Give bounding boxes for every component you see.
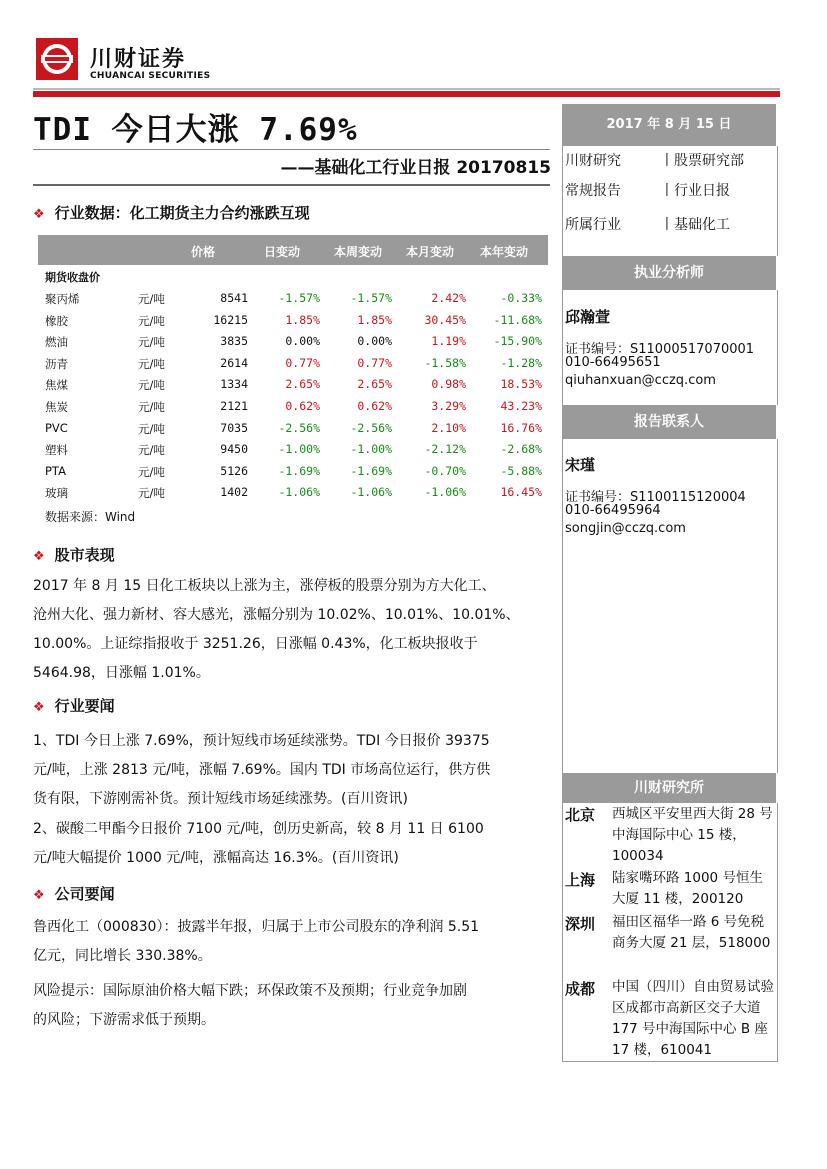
section-heading-industry-data [33,202,310,223]
section-heading-text: 行业数据：化工期货主力合约涨跌互现 [54,204,310,222]
text-line: 鲁西化工（000830）：披露半年报，归属于上市公司股东的净利润 5.51 [33,919,480,935]
table-cell-year: 16.76% [500,420,542,435]
table-cell-year: 16.45% [500,485,542,500]
table-cell-week: -1.57% [350,291,392,305]
table-cell-price: 2614 [220,355,248,370]
info-key: 川财研究 [565,153,621,169]
analyst-band: 执业分析师 [562,256,776,290]
table-cell-week: 0.77% [357,355,392,370]
table-cell-month: -1.06% [424,485,466,500]
header-accent-bar [33,91,780,97]
table-cell-name: 沥青 [45,356,68,371]
info-value: 丨基础化工 [660,217,730,233]
table-cell-year: 18.53% [500,377,542,392]
info-row [565,150,744,170]
table-row [38,418,548,439]
report-date-band: 2017 年 8 月 15 日 [562,104,776,146]
chuancai-logo-icon [36,38,78,80]
diamond-bullet-icon: ❖ [33,207,45,222]
table-cell-day: -1.57% [278,291,320,305]
table-row [38,310,548,331]
text-line: 的风险；下游需求低于预期。 [33,1012,215,1028]
text-line: 货有限，下游刚需补货。预计短线市场延续涨势。(百川资讯) [33,791,408,807]
column-header: 日变动 [264,245,301,259]
industry-news-paragraph-1 [33,727,551,814]
table-cell-price: 3835 [220,334,248,349]
analyst-email[interactable]: qiuhanxuan@cczq.com [565,373,716,388]
text-line: 沧州大化、强力新材、容大感光，涨幅分别为 10.02%、10.01%、10.01%、 [33,607,520,623]
table-cell-unit: 元/吨 [138,378,165,393]
table-cell-day: -2.56% [278,420,320,435]
analyst-cert: 证书编号：S11000517070001 [565,342,755,357]
table-cell-price: 8541 [220,291,248,305]
table-cell-unit: 元/吨 [138,400,165,414]
table-source: 数据来源：Wind [45,510,136,524]
table-row [38,288,548,309]
table-cell-price: 7035 [220,420,248,435]
industry-news-paragraph-2 [33,815,551,873]
table-cell-week: 2.65% [357,377,392,392]
text-line: 2017 年 8 月 15 日化工板块以上涨为主，涨停板的股票分别为方大化工、 [33,578,496,594]
column-header: 本周变动 [334,245,383,259]
text-line: 元/吨，上涨 2813 元/吨，涨幅 7.69%。国内 TDI 市场高位运行，供方供 [33,762,491,778]
table-row [38,353,548,374]
brand-name: 川财证券 [90,47,187,72]
info-value: 丨股票研究部 [660,153,744,169]
text-line: 10.00%。上证综指报收于 3251.26，日涨幅 0.43%，化工板块报收于 [33,636,478,652]
table-cell-unit: 元/吨 [138,356,165,371]
column-header: 本年变动 [480,245,529,259]
title-divider [33,149,550,150]
table-cell-name: 焦煤 [45,378,68,393]
office-city: 上海 [565,871,596,889]
text-line: 1、TDI 今日上涨 7.69%，预计短线市场延续涨势。TDI 今日报价 39375 [33,733,490,749]
table-cell-day: 0.00% [285,334,320,349]
section-heading-industry-news [33,695,115,716]
table-cell-month: 2.42% [431,291,466,305]
table-cell-week: 1.85% [357,312,392,327]
contact-email[interactable]: songjin@cczq.com [565,521,686,536]
office-address: 西城区平安里西大街 28 号中海国际中心 15 楼，100034 [612,806,773,864]
column-header: 本月变动 [406,245,455,259]
table-cell-month: -1.58% [424,355,466,370]
table-cell-year: 43.23% [500,399,542,413]
section-heading-market [33,544,115,565]
table-cell-week: -1.00% [350,442,392,457]
report-subtitle: ——基础化工行业日报 20170815 [280,158,551,178]
table-cell-price: 1402 [220,485,248,500]
table-cell-unit: 元/吨 [138,421,165,436]
table-cell-price: 5126 [220,463,248,478]
office-address: 陆家嘴环路 1000 号恒生大厦 11 楼，200120 [612,870,763,907]
info-row [565,180,730,200]
info-row [565,214,730,234]
office-city: 北京 [565,806,596,824]
brand-name-english: CHUANCAI SECURITIES [90,71,211,81]
table-cell-day: -1.69% [278,463,320,478]
analyst-phone: 010-66495651 [565,355,661,370]
text-line: 风险提示：国际原油价格大幅下跌；环保政策不及预期；行业竞争加剧 [33,983,467,999]
section-heading-text: 公司要闻 [54,885,115,903]
institute-band: 川财研究所 [562,773,776,803]
table-group-label: 期货收盘价 [45,271,100,284]
table-cell-name: PVC [45,420,68,435]
table-cell-name: 橡胶 [45,313,68,328]
table-cell-name: 聚丙烯 [45,292,80,306]
table-cell-month: 3.29% [431,399,466,413]
table-row [38,331,548,352]
table-cell-price: 1334 [220,377,248,392]
table-cell-unit: 元/吨 [138,313,165,328]
table-cell-name: 燃油 [45,335,68,350]
contact-cert: 证书编号：S1100115120004 [565,490,746,505]
analyst-name: 邱瀚萱 [565,308,611,326]
table-cell-day: 0.77% [285,355,320,370]
company-news-paragraph [33,913,551,971]
table-cell-day: -1.06% [278,485,320,500]
info-key: 常规报告 [565,183,621,199]
table-row [38,439,548,460]
table-cell-year: -15.90% [493,334,542,349]
table-cell-unit: 元/吨 [138,486,165,501]
text-line: 亿元，同比增长 330.38%。 [33,948,212,964]
table-cell-name: 塑料 [45,443,68,458]
table-cell-year: -0.33% [500,291,542,305]
table-cell-day: 2.65% [285,377,320,392]
subtitle-divider [33,184,550,186]
diamond-bullet-icon: ❖ [33,549,45,564]
info-key: 所属行业 [565,217,621,233]
section-heading-text: 股市表现 [54,546,115,564]
diamond-bullet-icon: ❖ [33,888,45,903]
table-cell-unit: 元/吨 [138,443,165,458]
market-paragraph [33,572,551,688]
office-city: 深圳 [565,915,596,933]
office-address: 福田区福华一路 6 号免税商务大厦 21 层，518000 [612,914,771,951]
info-value: 丨行业日报 [660,183,730,199]
text-line: 元/吨大幅提价 1000 元/吨，涨幅高达 16.3%。(百川资讯) [33,850,399,866]
table-cell-day: 0.62% [285,399,320,413]
table-row [38,396,548,417]
table-cell-unit: 元/吨 [138,335,165,350]
table-cell-month: 2.10% [431,420,466,435]
table-header [38,235,548,265]
table-cell-price: 9450 [220,442,248,457]
text-line: 5464.98，日涨幅 1.01%。 [33,665,210,681]
table-cell-week: -1.69% [350,463,392,478]
table-cell-day: -1.00% [278,442,320,457]
contact-name: 宋瑾 [565,456,596,474]
table-cell-year: -1.28% [500,355,542,370]
table-cell-day: 1.85% [285,312,320,327]
table-row [38,374,548,395]
table-cell-week: 0.62% [357,399,392,413]
diamond-bullet-icon: ❖ [33,700,45,715]
table-cell-price: 16215 [213,312,248,327]
table-cell-price: 2121 [220,399,248,413]
text-line: 2、碳酸二甲酯今日报价 7100 元/吨，创历史新高，较 8 月 11 日 6100 [33,821,484,837]
table-cell-unit: 元/吨 [138,292,165,306]
table-cell-unit: 元/吨 [138,464,165,479]
risk-warning-paragraph [33,977,551,1035]
table-cell-name: 焦炭 [45,400,68,414]
table-cell-month: 1.19% [431,334,466,349]
table-cell-week: -2.56% [350,420,392,435]
table-cell-month: 30.45% [424,312,466,327]
column-header: 价格 [191,245,216,259]
report-title: TDI 今日大涨 7.69% [33,112,358,148]
office-address: 中国（四川）自由贸易试验区成都市高新区交子大道 177 号中海国际中心 B 座 17 楼，610041 [612,979,774,1058]
section-heading-company-news [33,883,115,904]
table-cell-year: -5.88% [500,463,542,478]
table-cell-name: PTA [45,463,66,478]
table-cell-month: -2.12% [424,442,466,457]
table-cell-name: 玻璃 [45,486,68,501]
contact-phone: 010-66495964 [565,503,661,518]
section-heading-text: 行业要闻 [54,697,115,715]
table-cell-week: -1.06% [350,485,392,500]
table-cell-month: -0.70% [424,463,466,478]
table-cell-year: -2.68% [500,442,542,457]
table-cell-week: 0.00% [357,334,392,349]
table-cell-month: 0.98% [431,377,466,392]
table-row [38,482,548,503]
table-row [38,461,548,482]
contact-band: 报告联系人 [562,405,776,439]
header-divider [33,88,780,90]
office-city: 成都 [565,980,596,998]
table-cell-year: -11.68% [493,312,542,327]
